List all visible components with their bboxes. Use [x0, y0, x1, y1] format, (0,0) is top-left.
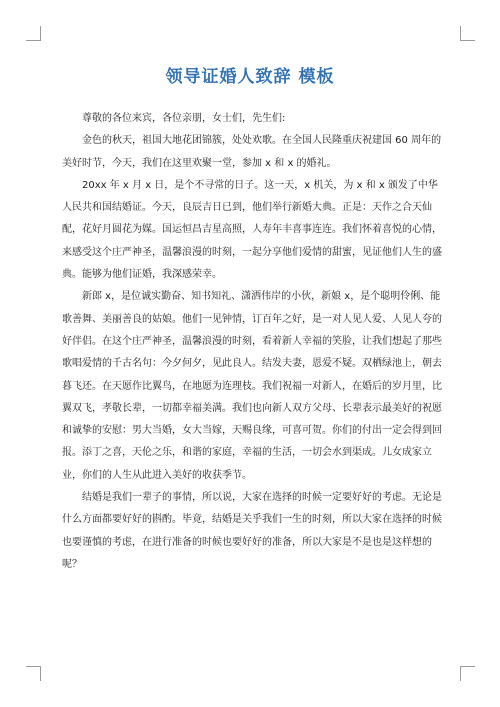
- document-title: 领导证婚人致辞 模板: [165, 67, 335, 87]
- document-body: [62, 108, 442, 576]
- crop-mark-bottom-right: [460, 666, 475, 681]
- crop-mark-top-left: [26, 26, 41, 41]
- crop-mark-top-right: [460, 26, 475, 41]
- paragraph-opening: 金色的秋天，祖国大地花团锦簇，处处欢歌。在全国人民隆重庆祝建国 60 周年的美好时节，今天，我们在这里欢聚一堂，参加 x 和 x 的婚礼。: [62, 135, 442, 169]
- paragraph-greeting: 尊敬的各位来宾，各位亲朋，女士们，先生们:: [82, 113, 286, 124]
- paragraph-certificate: 20xx 年 x 月 x 日，是个不寻常的日子。这一天，x 机关，为 x 和 x 颁发了中华人民共和国结婚证。今天，良辰吉日已到，他们举行新婚大典。正是：天作之合天仙配，花好月圆花为媒。国运恒昌吉星高照，人寿年丰喜事连连。我们怀着喜悦的心情，来感受这个庄严神圣，温馨浪漫的时刻，一起分享他们爱情的甜蜜，见证他们人生的盛典。能够为他们证婚，我深感荣幸。: [62, 179, 442, 281]
- crop-mark-bottom-left: [26, 666, 41, 681]
- paragraph-couple: 新郎 x，是位诚实勤奋、知书知礼、潇洒伟岸的小伙，新娘 x，是个聪明伶俐、能歌善舞、美丽善良的姑娘。他们一见钟情，订百年之好，是一对人见人爱、人见人夸的好伴侣。在这个庄严神圣，温馨浪漫的时刻，看着新人幸福的笑脸，让我们想起了那些歌唱爱情的千古名句：今夕何夕，见此良人。结发夫妻，恩爱不疑。双栖绿池上，朝去暮飞还。在天愿作比翼鸟，在地愿为连理枝。我们祝福一对新人，在婚后的岁月里，比翼双飞，孝敬长辈，一切都幸福美满。我们也向新人双方父母、长辈表示最美好的祝愿和诚挚的安慰：男大当婚，女大当嫁，天赐良缘，可喜可贺。你们的付出一定会得到回报。添丁之喜，天伦之乐，和谐的家庭，幸福的生活，一切会水到渠成。儿女成家立业，你们的人生从此进入美好的收获季节。: [62, 291, 442, 481]
- paragraph-closing: 结婚是我们一辈子的事情，所以说，大家在选择的时候一定要好好的考虑。无论是什么方面都要好好的斟酌。毕竟，结婚是关乎我们一生的时刻，所以大家在选择的时候也要谨慎的考虑，在进行准备的时候也要好好的准备，所以大家是不是也是这样想的呢？: [62, 492, 442, 570]
